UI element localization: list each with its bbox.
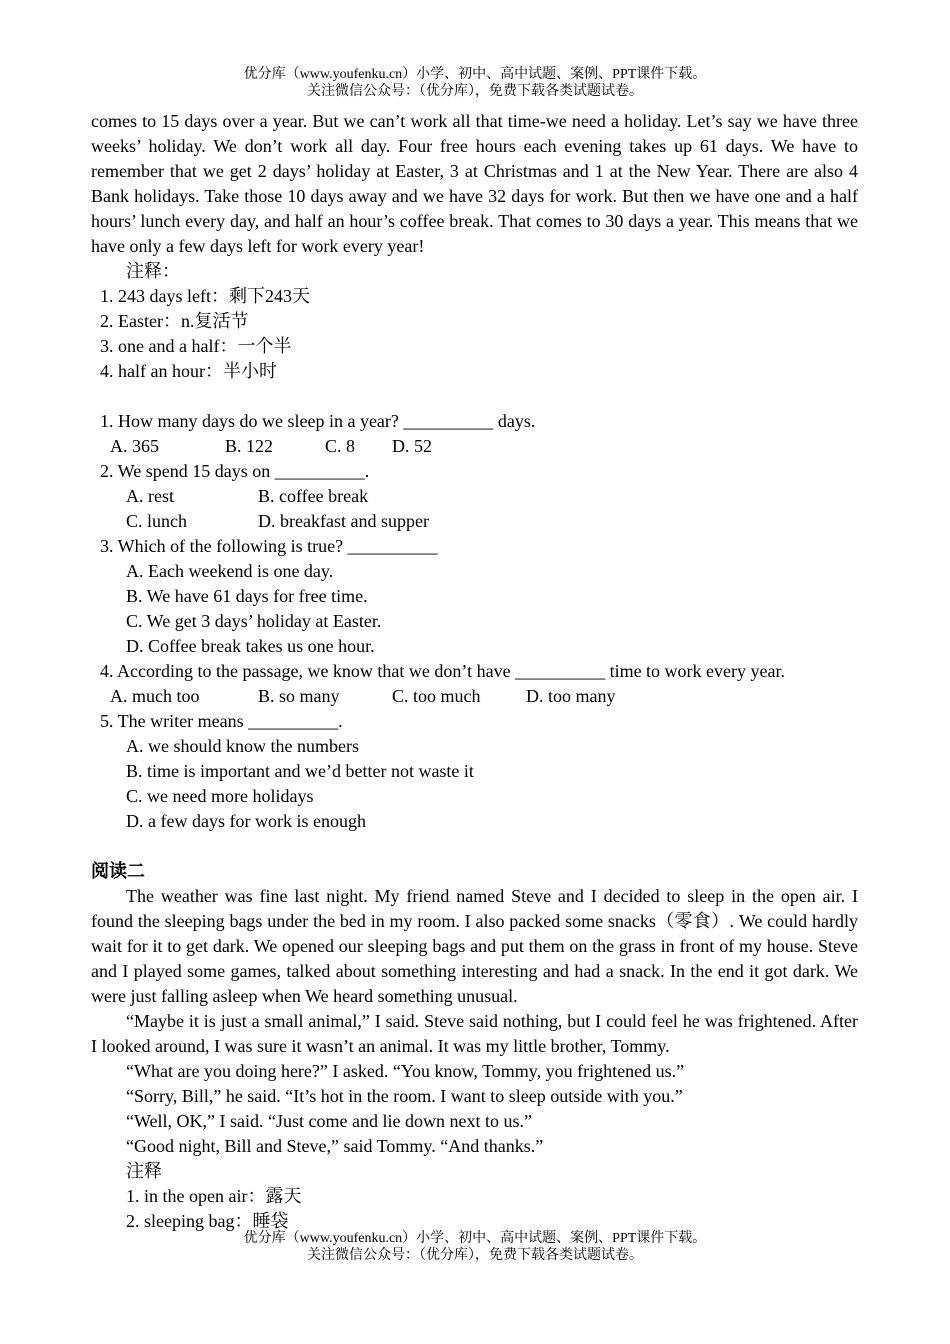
option-c: C. we need more holidays <box>126 786 314 806</box>
passage-2-paragraph: “Sorry, Bill,” he said. “It’s hot in the room. I want to sleep outside with you.” <box>126 1086 683 1106</box>
option-b: B. so many <box>258 686 340 706</box>
section-heading: 阅读二 <box>91 861 145 881</box>
header-line-1: 优分库（www.youfenku.cn）小学、初中、高中试题、案例、PPT课件下载。 <box>243 67 707 82</box>
question-3: 3. Which of the following is true? __________ <box>100 536 438 556</box>
question-4: 4. According to the passage, we know that we don’t have __________ time to work every year. <box>100 661 786 681</box>
question-5: 5. The writer means __________. <box>100 711 343 731</box>
option-d: D. too many <box>526 686 616 706</box>
note-item: 2. sleeping bag：睡袋 <box>126 1211 289 1231</box>
option-a: A. 365 <box>110 436 159 456</box>
option-b: B. time is important and we’d better not waste it <box>126 761 474 781</box>
page-footer <box>0 1230 950 1264</box>
document-body <box>91 109 858 1234</box>
note-item: 2. Easter：n.复活节 <box>100 311 249 331</box>
option-a: A. rest <box>126 486 174 506</box>
footer-line-1: 优分库（www.youfenku.cn）小学、初中、高中试题、案例、PPT课件下载。 <box>243 1231 707 1246</box>
option-d: D. a few days for work is enough <box>126 811 366 831</box>
note-item: 3. one and a half：一个半 <box>100 336 292 356</box>
passage-1-text: comes to 15 days over a year. But we can’t work all that time-we need a holiday. Let’s say we have three weeks’ holiday. We don’t work all day. Four free hours each evening takes up 61 days. We have to remember that we get 2 days’ holiday at Easter, 3 at Christmas and 1 at the New Year. There are also 4 Bank holidays. Take those 10 days away and we have 32 days for work. But then we have one and a half hours’ lunch every day, and half an hour’s coffee break. That comes to 30 days a year. This means that we have only a few days left for work every year! <box>91 111 858 256</box>
option-d: D. breakfast and supper <box>258 511 429 531</box>
option-b: B. We have 61 days for free time. <box>126 586 368 606</box>
option-a: A. much too <box>110 686 200 706</box>
option-d: D. 52 <box>392 436 432 456</box>
question-2-options-row1 <box>91 484 858 509</box>
option-c: C. lunch <box>126 511 187 531</box>
passage-2-paragraph: “Well, OK,” I said. “Just come and lie down next to us.” <box>126 1111 532 1131</box>
passage-2-paragraph: “Good night, Bill and Steve,” said Tommy. “And thanks.” <box>126 1136 544 1156</box>
notes-title-2: 注释 <box>126 1161 162 1181</box>
question-4-options <box>91 684 858 709</box>
option-a: A. Each weekend is one day. <box>126 561 334 581</box>
page-header <box>0 66 950 100</box>
question-2: 2. We spend 15 days on __________. <box>100 461 370 481</box>
question-2-options-row2 <box>91 509 858 534</box>
note-item: 4. half an hour：半小时 <box>100 361 277 381</box>
option-c: C. too much <box>392 686 481 706</box>
note-item: 1. in the open air：露天 <box>126 1186 302 1206</box>
option-b: B. 122 <box>225 436 274 456</box>
question-1-options <box>91 434 858 459</box>
passage-2-paragraph: The weather was fine last night. My friend named Steve and I decided to sleep in the open air. I found the sleeping bags under the bed in my room. I also packed some snacks（零食）. We could hardly wait for it to get dark. We opened our sleeping bags and put them on the grass in front of my house. Steve and I played some games, talked about something interesting and had a snack. In the end it got dark. We were just falling asleep when We heard something unusual. <box>91 886 858 1006</box>
passage-2-paragraph: “Maybe it is just a small animal,” I said. Steve said nothing, but I could feel he was frightened. After I looked around, I was sure it wasn’t an animal. It was my little brother, Tommy. <box>91 1011 858 1056</box>
footer-line-2: 关注微信公众号：（优分库），免费下载各类试题试卷。 <box>307 1248 643 1263</box>
note-item: 1. 243 days left：剩下243天 <box>100 286 310 306</box>
question-1: 1. How many days do we sleep in a year? __________ days. <box>100 411 536 431</box>
option-d: D. Coffee break takes us one hour. <box>126 636 375 656</box>
option-c: C. 8 <box>325 436 356 456</box>
option-c: C. We get 3 days’ holiday at Easter. <box>126 611 382 631</box>
header-line-2: 关注微信公众号：（优分库），免费下载各类试题试卷。 <box>307 84 643 99</box>
option-b: B. coffee break <box>258 486 369 506</box>
passage-2-paragraph: “What are you doing here?” I asked. “You know, Tommy, you frightened us.” <box>126 1061 685 1081</box>
option-a: A. we should know the numbers <box>126 736 359 756</box>
notes-title-1: 注释： <box>126 261 180 281</box>
